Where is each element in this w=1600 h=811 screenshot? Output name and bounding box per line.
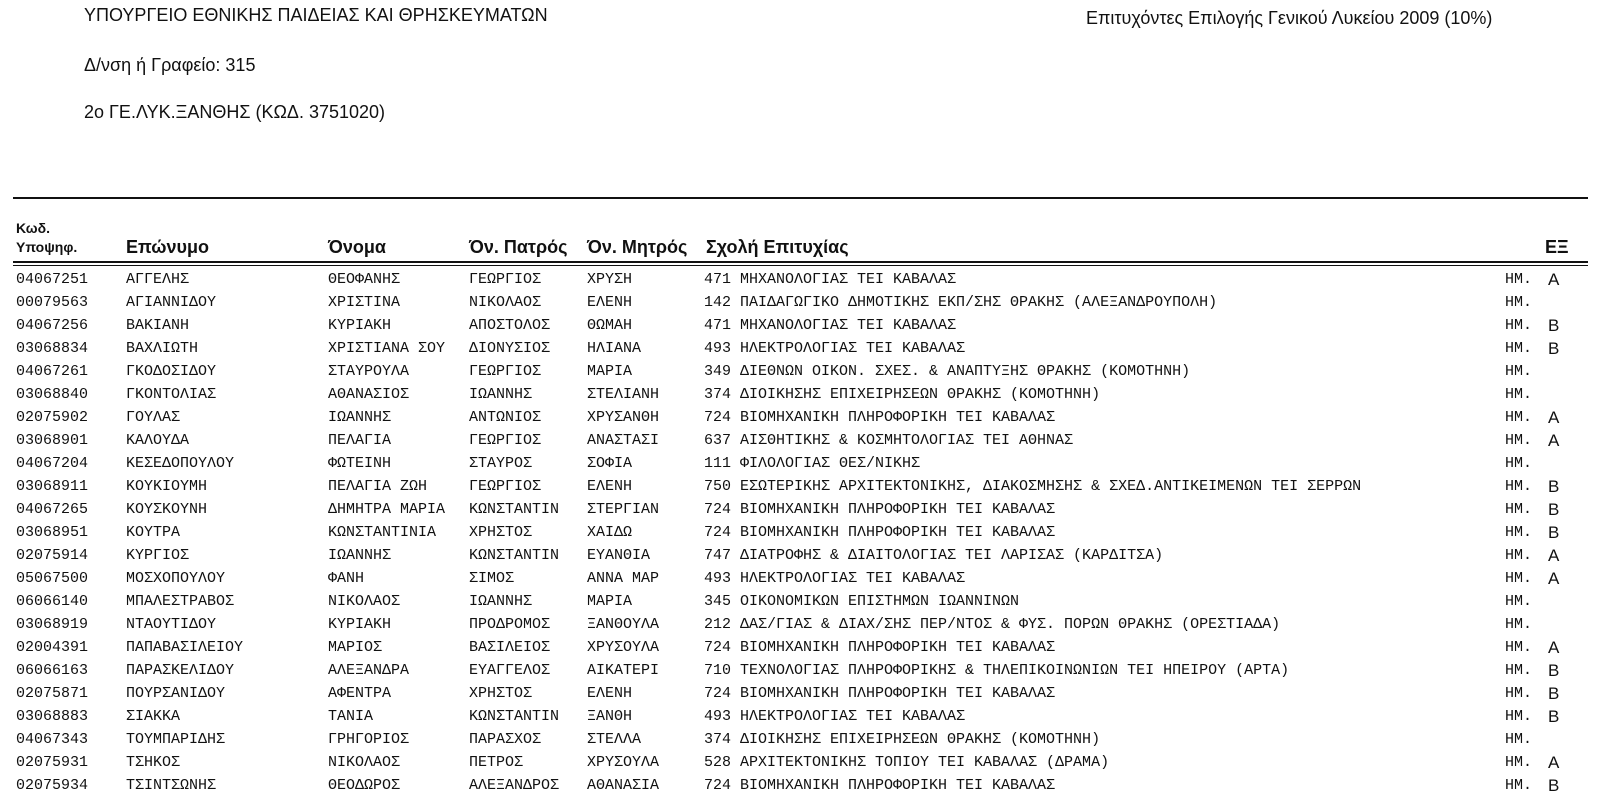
- cell-school: 374 ΔΙΟΙΚΗΣΗΣ ΕΠΙΧΕΙΡΗΣΕΩΝ ΘΡΑΚΗΣ (ΚΟΜΟΤΗΝΗ): [704, 731, 1101, 748]
- cell-father: ΣΤΑΥΡΟΣ: [469, 455, 533, 472]
- cell-hm: ΗΜ.: [1505, 547, 1533, 564]
- header-divider-secondary: [13, 265, 1588, 266]
- school-label: 2ο ΓΕ.ΛΥΚ.ΞΑΝΘΗΣ (ΚΩΔ. 3751020): [84, 102, 386, 122]
- cell-code: 03068840: [16, 386, 89, 403]
- cell-hm: ΗΜ.: [1505, 455, 1533, 472]
- column-header-school: Σχολή Επιτυχίας: [706, 237, 849, 257]
- cell-school: 528 ΑΡΧΙΤΕΚΤΟΝΙΚΗΣ ΤΟΠΙΟΥ ΤΕΙ ΚΑΒΑΛΑΣ (ΔΡΑΜΑ): [704, 754, 1110, 771]
- cell-mother: ΜΑΡΙΑ: [587, 593, 633, 610]
- cell-code: 03068883: [16, 708, 89, 725]
- ministry-title: ΥΠΟΥΡΓΕΙΟ ΕΘΝΙΚΗΣ ΠΑΙΔΕΙΑΣ ΚΑΙ ΘΡΗΣΚΕΥΜΑΤΩΝ: [84, 5, 548, 25]
- cell-hm: ΗΜ.: [1505, 363, 1533, 380]
- cell-school: 493 ΗΛΕΚΤΡΟΛΟΓΙΑΣ ΤΕΙ ΚΑΒΑΛΑΣ: [704, 340, 966, 357]
- cell-surname: ΚΟΥΣΚΟΥΝΗ: [126, 501, 208, 518]
- cell-code: 03068834: [16, 340, 89, 357]
- cell-surname: ΚΟΥΚΙΟΥΜΗ: [126, 478, 208, 495]
- cell-code: 04067204: [16, 455, 89, 472]
- cell-eks: Β: [1548, 500, 1560, 519]
- cell-name: ΘΕΟΦΑΝΗΣ: [328, 271, 401, 288]
- cell-school: 349 ΔΙΕΘΝΩΝ ΟΙΚΟΝ. ΣΧΕΣ. & ΑΝΑΠΤΥΞΗΣ ΘΡΑΚΗΣ (ΚΟΜΟΤΗΝΗ): [704, 363, 1191, 380]
- cell-mother: ΑΘΑΝΑΣΙΑ: [587, 777, 660, 794]
- cell-school: 724 ΒΙΟΜΗΧΑΝΙΚΗ ΠΛΗΡΟΦΟΡΙΚΗ ΤΕΙ ΚΑΒΑΛΑΣ: [704, 501, 1056, 518]
- cell-surname: ΚΥΡΓΙΟΣ: [126, 547, 190, 564]
- cell-surname: ΓΚΟΝΤΟΛΙΑΣ: [126, 386, 217, 403]
- cell-surname: ΠΟΥΡΣΑΝΙΔΟΥ: [126, 685, 226, 702]
- cell-mother: ΕΛΕΝΗ: [587, 685, 633, 702]
- header-divider: [13, 261, 1588, 263]
- cell-code: 04067256: [16, 317, 89, 334]
- cell-surname: ΓΚΟΔΟΣΙΔΟΥ: [126, 363, 217, 380]
- cell-code: 06066140: [16, 593, 89, 610]
- cell-name: ΑΦΕΝΤΡΑ: [328, 685, 392, 702]
- table-row: [0, 383, 1600, 406]
- cell-hm: ΗΜ.: [1505, 501, 1533, 518]
- cell-code: 04067265: [16, 501, 89, 518]
- table-row: [0, 751, 1600, 774]
- cell-surname: ΠΑΠΑΒΑΣΙΛΕΙΟΥ: [126, 639, 244, 656]
- cell-code: 02004391: [16, 639, 89, 656]
- cell-school: 374 ΔΙΟΙΚΗΣΗΣ ΕΠΙΧΕΙΡΗΣΕΩΝ ΘΡΑΚΗΣ (ΚΟΜΟΤΗΝΗ): [704, 386, 1101, 403]
- cell-eks: Β: [1548, 523, 1560, 542]
- cell-eks: Β: [1548, 776, 1560, 795]
- cell-school: 142 ΠΑΙΔΑΓΩΓΙΚΟ ΔΗΜΟΤΙΚΗΣ ΕΚΠ/ΣΗΣ ΘΡΑΚΗΣ (ΑΛΕΞΑΝΔΡΟΥΠΟΛΗ): [704, 294, 1218, 311]
- cell-name: ΝΙΚΟΛΑΟΣ: [328, 754, 401, 771]
- cell-father: ΓΕΩΡΓΙΟΣ: [469, 363, 542, 380]
- cell-mother: ΜΑΡΙΑ: [587, 363, 633, 380]
- cell-mother: ΕΥΑΝΘΙΑ: [587, 547, 651, 564]
- table-row: [0, 636, 1600, 659]
- table-row: [0, 682, 1600, 705]
- cell-school: 724 ΒΙΟΜΗΧΑΝΙΚΗ ΠΛΗΡΟΦΟΡΙΚΗ ΤΕΙ ΚΑΒΑΛΑΣ: [704, 777, 1056, 794]
- cell-mother: ΧΡΥΣΑΝΘΗ: [587, 409, 660, 426]
- cell-surname: ΚΑΛΟΥΔΑ: [126, 432, 190, 449]
- table-row: [0, 521, 1600, 544]
- cell-surname: ΝΤΑΟΥΤΙΔΟΥ: [126, 616, 217, 633]
- column-header-code-line1: Κωδ.: [16, 220, 50, 236]
- cell-father: ΚΩΝΣΤΑΝΤΙΝ: [469, 708, 560, 725]
- cell-name: ΧΡΙΣΤΙΑΝΑ ΣΟΥ: [328, 340, 446, 357]
- cell-hm: ΗΜ.: [1505, 731, 1533, 748]
- cell-mother: ΞΑΝΘΗ: [587, 708, 633, 725]
- cell-eks: Β: [1548, 684, 1560, 703]
- cell-code: 06066163: [16, 662, 89, 679]
- cell-eks: Β: [1548, 339, 1560, 358]
- cell-mother: ΑΙΚΑΤΕΡΙ: [587, 662, 660, 679]
- cell-hm: ΗΜ.: [1505, 593, 1533, 610]
- cell-father: ΚΩΝΣΤΑΝΤΙΝ: [469, 547, 560, 564]
- cell-hm: ΗΜ.: [1505, 777, 1533, 794]
- table-row: [0, 406, 1600, 429]
- cell-name: ΙΩΑΝΝΗΣ: [328, 409, 392, 426]
- cell-name: ΦΑΝΗ: [328, 570, 365, 587]
- cell-school: 724 ΒΙΟΜΗΧΑΝΙΚΗ ΠΛΗΡΟΦΟΡΙΚΗ ΤΕΙ ΚΑΒΑΛΑΣ: [704, 685, 1056, 702]
- cell-father: ΧΡΗΣΤΟΣ: [469, 524, 533, 541]
- cell-name: ΣΤΑΥΡΟΥΛΑ: [328, 363, 410, 380]
- table-row: [0, 429, 1600, 452]
- cell-code: 02075931: [16, 754, 89, 771]
- cell-eks: Α: [1548, 270, 1560, 289]
- cell-school: 710 ΤΕΧΝΟΛΟΓΙΑΣ ΠΛΗΡΟΦΟΡΙΚΗΣ & ΤΗΛΕΠΙΚΟΙΝΩΝΙΩΝ ΤΕΙ ΗΠΕΙΡΟΥ (ΑΡΤΑ): [704, 662, 1290, 679]
- cell-mother: ΕΛΕΝΗ: [587, 294, 633, 311]
- cell-school: 724 ΒΙΟΜΗΧΑΝΙΚΗ ΠΛΗΡΟΦΟΡΙΚΗ ΤΕΙ ΚΑΒΑΛΑΣ: [704, 524, 1056, 541]
- cell-name: ΙΩΑΝΝΗΣ: [328, 547, 392, 564]
- cell-mother: ΧΑΙΔΩ: [587, 524, 633, 541]
- cell-father: ΑΛΕΞΑΝΔΡΟΣ: [469, 777, 560, 794]
- cell-name: ΘΕΟΔΩΡΟΣ: [328, 777, 401, 794]
- cell-name: ΦΩΤΕΙΝΗ: [328, 455, 392, 472]
- cell-school: 111 ΦΙΛΟΛΟΓΙΑΣ ΘΕΣ/ΝΙΚΗΣ: [704, 455, 921, 472]
- cell-surname: ΜΠΑΛΕΣΤΡΑΒΟΣ: [126, 593, 235, 610]
- cell-mother: ΧΡΥΣΟΥΛΑ: [587, 754, 660, 771]
- cell-name: ΓΡΗΓΟΡΙΟΣ: [328, 731, 410, 748]
- cell-hm: ΗΜ.: [1505, 708, 1533, 725]
- cell-eks: Β: [1548, 707, 1560, 726]
- cell-hm: ΗΜ.: [1505, 294, 1533, 311]
- cell-eks: Α: [1548, 408, 1560, 427]
- table-row: [0, 452, 1600, 475]
- table-row: [0, 659, 1600, 682]
- cell-father: ΔΙΟΝΥΣΙΟΣ: [469, 340, 551, 357]
- table-row: [0, 291, 1600, 314]
- table-row: [0, 475, 1600, 498]
- cell-hm: ΗΜ.: [1505, 570, 1533, 587]
- cell-name: ΚΥΡΙΑΚΗ: [328, 317, 392, 334]
- cell-school: 471 ΜΗΧΑΝΟΛΟΓΙΑΣ ΤΕΙ ΚΑΒΑΛΑΣ: [704, 271, 957, 288]
- cell-school: 471 ΜΗΧΑΝΟΛΟΓΙΑΣ ΤΕΙ ΚΑΒΑΛΑΣ: [704, 317, 957, 334]
- cell-hm: ΗΜ.: [1505, 524, 1533, 541]
- cell-surname: ΚΕΣΕΔΟΠΟΥΛΟΥ: [126, 455, 235, 472]
- cell-father: ΚΩΝΣΤΑΝΤΙΝ: [469, 501, 560, 518]
- cell-eks: Α: [1548, 431, 1560, 450]
- cell-mother: ΞΑΝΘΟΥΛΑ: [587, 616, 660, 633]
- cell-hm: ΗΜ.: [1505, 754, 1533, 771]
- table-row: [0, 728, 1600, 751]
- cell-father: ΓΕΩΡΓΙΟΣ: [469, 478, 542, 495]
- cell-father: ΠΑΡΑΣΧΟΣ: [469, 731, 542, 748]
- cell-surname: ΚΟΥΤΡΑ: [126, 524, 181, 541]
- cell-mother: ΗΛΙΑΝΑ: [587, 340, 642, 357]
- cell-code: 04067261: [16, 363, 89, 380]
- cell-surname: ΒΑΚΙΑΝΗ: [126, 317, 190, 334]
- table-row: [0, 337, 1600, 360]
- cell-school: 747 ΔΙΑΤΡΟΦΗΣ & ΔΙΑΙΤΟΛΟΓΙΑΣ ΤΕΙ ΛΑΡΙΣΑΣ (ΚΑΡΔΙΤΣΑ): [704, 547, 1164, 564]
- cell-father: ΙΩΑΝΝΗΣ: [469, 593, 533, 610]
- cell-father: ΕΥΑΓΓΕΛΟΣ: [469, 662, 551, 679]
- cell-code: 02075902: [16, 409, 89, 426]
- table-row: [0, 567, 1600, 590]
- top-divider: [13, 197, 1588, 199]
- cell-mother: ΑΝΝΑ ΜΑΡ: [587, 570, 660, 587]
- cell-hm: ΗΜ.: [1505, 432, 1533, 449]
- cell-mother: ΘΩΜΑΗ: [587, 317, 633, 334]
- cell-name: ΧΡΙΣΤΙΝΑ: [328, 294, 401, 311]
- cell-surname: ΠΑΡΑΣΚΕΛΙΔΟΥ: [126, 662, 235, 679]
- cell-father: ΧΡΗΣΤΟΣ: [469, 685, 533, 702]
- table-row: [0, 268, 1600, 291]
- table-row: [0, 544, 1600, 567]
- cell-surname: ΣΙΑΚΚΑ: [126, 708, 181, 725]
- cell-mother: ΧΡΥΣΟΥΛΑ: [587, 639, 660, 656]
- cell-father: ΠΕΤΡΟΣ: [469, 754, 524, 771]
- table-row: [0, 314, 1600, 337]
- table-row: [0, 774, 1600, 797]
- cell-mother: ΧΡΥΣΗ: [587, 271, 633, 288]
- column-header-surname: Επώνυμο: [126, 237, 209, 257]
- cell-surname: ΤΣΙΝΤΣΩΝΗΣ: [126, 777, 217, 794]
- column-header-father: Όν. Πατρός: [469, 237, 568, 257]
- cell-eks: Β: [1548, 661, 1560, 680]
- cell-eks: Β: [1548, 316, 1560, 335]
- cell-school: 724 ΒΙΟΜΗΧΑΝΙΚΗ ΠΛΗΡΟΦΟΡΙΚΗ ΤΕΙ ΚΑΒΑΛΑΣ: [704, 409, 1056, 426]
- cell-school: 212 ΔΑΣ/ΓΙΑΣ & ΔΙΑΧ/ΣΗΣ ΠΕΡ/ΝΤΟΣ & ΦΥΣ. ΠΟΡΩΝ ΘΡΑΚΗΣ (ΟΡΕΣΤΙΑΔΑ): [704, 616, 1281, 633]
- cell-code: 02075871: [16, 685, 89, 702]
- cell-eks: Α: [1548, 569, 1560, 588]
- cell-name: ΠΕΛΑΓΙΑ ΖΩΗ: [328, 478, 428, 495]
- cell-code: 03068901: [16, 432, 89, 449]
- cell-school: 345 ΟΙΚΟΝΟΜΙΚΩΝ ΕΠΙΣΤΗΜΩΝ ΙΩΑΝΝΙΝΩΝ: [704, 593, 1020, 610]
- cell-school: 724 ΒΙΟΜΗΧΑΝΙΚΗ ΠΛΗΡΟΦΟΡΙΚΗ ΤΕΙ ΚΑΒΑΛΑΣ: [704, 639, 1056, 656]
- cell-father: ΑΝΤΩΝΙΟΣ: [469, 409, 542, 426]
- cell-hm: ΗΜ.: [1505, 409, 1533, 426]
- cell-mother: ΕΛΕΝΗ: [587, 478, 633, 495]
- cell-mother: ΣΤΕΡΓΙΑΝ: [587, 501, 660, 518]
- cell-school: 493 ΗΛΕΚΤΡΟΛΟΓΙΑΣ ΤΕΙ ΚΑΒΑΛΑΣ: [704, 570, 966, 587]
- column-header-eks: ΕΞ: [1545, 237, 1569, 257]
- cell-hm: ΗΜ.: [1505, 386, 1533, 403]
- column-header-mother: Όν. Μητρός: [587, 237, 688, 257]
- cell-code: 04067343: [16, 731, 89, 748]
- cell-surname: ΒΑΧΛΙΩΤΗ: [126, 340, 199, 357]
- cell-code: 02075914: [16, 547, 89, 564]
- cell-father: ΓΕΩΡΓΙΟΣ: [469, 271, 542, 288]
- cell-hm: ΗΜ.: [1505, 340, 1533, 357]
- office-label: Δ/νση ή Γραφείο: 315: [84, 55, 256, 75]
- table-row: [0, 705, 1600, 728]
- cell-hm: ΗΜ.: [1505, 639, 1533, 656]
- cell-hm: ΗΜ.: [1505, 685, 1533, 702]
- cell-father: ΠΡΟΔΡΟΜΟΣ: [469, 616, 551, 633]
- cell-name: ΑΛΕΞΑΝΔΡΑ: [328, 662, 410, 679]
- table-row: [0, 590, 1600, 613]
- cell-father: ΝΙΚΟΛΑΟΣ: [469, 294, 542, 311]
- cell-name: ΚΩΝΣΤΑΝΤΙΝΙΑ: [328, 524, 437, 541]
- cell-code: 02075934: [16, 777, 89, 794]
- cell-surname: ΤΟΥΜΠΑΡΙΔΗΣ: [126, 731, 226, 748]
- cell-code: 03068951: [16, 524, 89, 541]
- cell-father: ΒΑΣΙΛΕΙΟΣ: [469, 639, 551, 656]
- cell-mother: ΣΟΦΙΑ: [587, 455, 633, 472]
- cell-hm: ΗΜ.: [1505, 317, 1533, 334]
- cell-mother: ΑΝΑΣΤΑΣΙ: [587, 432, 660, 449]
- cell-code: 05067500: [16, 570, 89, 587]
- cell-code: 03068919: [16, 616, 89, 633]
- cell-mother: ΣΤΕΛΛΑ: [587, 731, 642, 748]
- table-row: [0, 498, 1600, 521]
- cell-school: 637 ΑΙΣΘΗΤΙΚΗΣ & ΚΟΣΜΗΤΟΛΟΓΙΑΣ ΤΕΙ ΑΘΗΝΑΣ: [704, 432, 1074, 449]
- cell-eks: Α: [1548, 638, 1560, 657]
- cell-eks: Α: [1548, 753, 1560, 772]
- table-row: [0, 360, 1600, 383]
- column-header-name: Όνομα: [328, 237, 386, 257]
- cell-hm: ΗΜ.: [1505, 271, 1533, 288]
- cell-code: 03068911: [16, 478, 89, 495]
- cell-father: ΙΩΑΝΝΗΣ: [469, 386, 533, 403]
- cell-code: 04067251: [16, 271, 89, 288]
- cell-name: ΚΥΡΙΑΚΗ: [328, 616, 392, 633]
- cell-mother: ΣΤΕΛΙΑΝΗ: [587, 386, 660, 403]
- cell-surname: ΑΓΓΕΛΗΣ: [126, 271, 190, 288]
- cell-name: ΠΕΛΑΓΙΑ: [328, 432, 392, 449]
- cell-surname: ΓΟΥΛΑΣ: [126, 409, 181, 426]
- cell-eks: Α: [1548, 546, 1560, 565]
- cell-father: ΓΕΩΡΓΙΟΣ: [469, 432, 542, 449]
- cell-name: ΝΙΚΟΛΑΟΣ: [328, 593, 401, 610]
- cell-hm: ΗΜ.: [1505, 662, 1533, 679]
- cell-father: ΑΠΟΣΤΟΛΟΣ: [469, 317, 551, 334]
- cell-surname: ΑΓΙΑΝΝΙΔΟΥ: [126, 294, 217, 311]
- cell-surname: ΤΣΗΚΟΣ: [126, 754, 181, 771]
- results-table: [0, 268, 1600, 797]
- cell-eks: Β: [1548, 477, 1560, 496]
- report-subtitle: Επιτυχόντες Επιλογής Γενικού Λυκείου 2009 (10%): [1086, 8, 1493, 28]
- cell-school: 750 ΕΣΩΤΕΡΙΚΗΣ ΑΡΧΙΤΕΚΤΟΝΙΚΗΣ, ΔΙΑΚΟΣΜΗΣΗΣ & ΣΧΕΔ.ΑΝΤΙΚΕΙΜΕΝΩΝ ΤΕΙ ΣΕΡΡΩΝ: [704, 478, 1362, 495]
- cell-father: ΣΙΜΟΣ: [469, 570, 515, 587]
- cell-name: ΔΗΜΗΤΡΑ ΜΑΡΙΑ: [328, 501, 446, 518]
- cell-name: ΑΘΑΝΑΣΙΟΣ: [328, 386, 410, 403]
- cell-hm: ΗΜ.: [1505, 616, 1533, 633]
- cell-name: ΜΑΡΙΟΣ: [328, 639, 383, 656]
- column-header-code: [16, 219, 77, 257]
- cell-school: 493 ΗΛΕΚΤΡΟΛΟΓΙΑΣ ΤΕΙ ΚΑΒΑΛΑΣ: [704, 708, 966, 725]
- column-header-code-line2: Υποψηφ.: [16, 239, 78, 255]
- cell-name: ΤΑΝΙΑ: [328, 708, 374, 725]
- cell-hm: ΗΜ.: [1505, 478, 1533, 495]
- cell-code: 00079563: [16, 294, 89, 311]
- table-row: [0, 613, 1600, 636]
- cell-surname: ΜΟΣΧΟΠΟΥΛΟΥ: [126, 570, 226, 587]
